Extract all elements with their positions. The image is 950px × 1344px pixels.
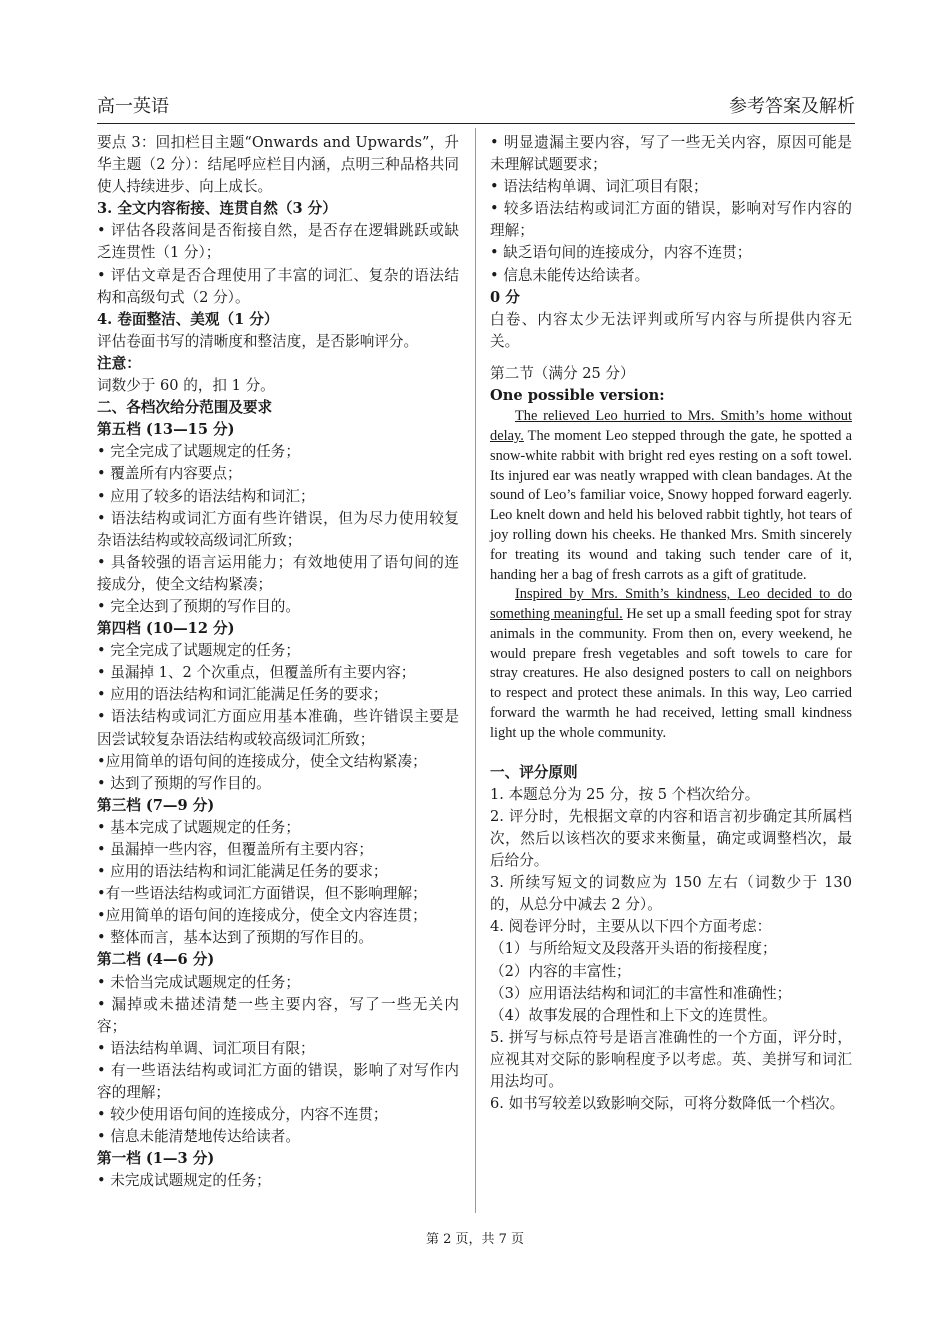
essay-paragraph-1-body: The moment Leo stepped through the gate, he spotted a snow-white rabbit with bright red eyes resting on a soft towel. Its injured ear was neatly wrapped with clean bandages. At the sound of Leo’s familiar voice, Snowy hopped forward eagerly. Leo knelt down and held his beloved rabbit tightly, hot tears of joy rolling down his cheeks. He thanked Mrs. Smith sincerely for treating its wound and taking such tender care of it, handing her a bag of fresh carrots as a gift of gratitude. <box>490 427 852 583</box>
text-line: • 基本完成了试题规定的任务； <box>97 818 300 836</box>
section-heading: 第五档 (13—15 分) <box>97 421 235 439</box>
spacer <box>490 744 852 762</box>
text-line: •应用简单的语句间的连接成分，使全文结构紧凑； <box>97 752 427 770</box>
text-line: • 评估各段落间是否衔接自然，是否存在逻辑跳跃或缺乏连贯性（1 分）； <box>97 222 459 262</box>
right-top-block <box>490 132 852 407</box>
header-rule <box>97 123 855 124</box>
text-line: • 有一些语法结构或词汇方面的错误，影响了对写作内容的理解； <box>97 1061 459 1102</box>
page-header <box>97 92 855 120</box>
section-heading: 二、各档次给分范围及要求 <box>97 399 273 417</box>
section-heading: 第三档 (7—9 分) <box>97 796 215 814</box>
text-line: （1）与所给短文及段落开头语的衔接程度； <box>490 940 777 958</box>
left-column <box>97 132 459 1193</box>
text-line: • 较少使用语句间的连接成分，内容不连贯； <box>97 1106 388 1124</box>
section-title: 参考答案及解析 <box>729 96 855 117</box>
section-heading: 4. 卷面整洁、美观（1 分） <box>97 310 279 328</box>
text-line: （4）故事发展的合理性和上下文的连贯性。 <box>490 1006 777 1024</box>
text-line: • 未完成试题规定的任务； <box>97 1172 271 1190</box>
right-column <box>490 132 852 1115</box>
text-line: • 缺乏语句间的连接成分，内容不连贯； <box>490 244 752 262</box>
text-line: •有一些语法结构或词汇方面错误，但不影响理解； <box>97 885 427 903</box>
column-divider <box>475 128 476 1213</box>
section-heading: 第二档 (4—6 分) <box>97 951 215 969</box>
text-line: • 评估文章是否合理使用了丰富的词汇、复杂的语法结构和高级句式（2 分）。 <box>97 266 459 306</box>
text-line: • 虽漏掉一些内容，但覆盖所有主要内容； <box>97 841 373 858</box>
essay-paragraph-1-opening: The relieved Leo hurried to Mrs. Smith’s home without delay. <box>490 408 852 444</box>
text-line: • 语法结构单调、词汇项目有限； <box>490 178 708 196</box>
text-line: 4. 阅卷评分时，主要从以下四个方面考虑： <box>490 918 772 936</box>
text-line: • 虽漏掉 1、2 个次重点，但覆盖所有主要内容； <box>97 664 416 682</box>
text-line: 词数少于 60 的，扣 1 分。 <box>97 377 275 395</box>
section-heading: 一、评分原则 <box>490 763 578 781</box>
text-line: • 完全达到了预期的写作目的。 <box>97 597 300 615</box>
section-heading: 第一档 (1—3 分) <box>97 1150 215 1168</box>
section-heading: 第四档 (10—12 分) <box>97 620 235 638</box>
spacer <box>490 353 852 363</box>
text-line: • 具备较强的语言运用能力；有效地使用了语句间的连接成分，使全文结构紧凑； <box>97 553 459 593</box>
text-line: • 明显遗漏主要内容，写了一些无关内容，原因可能是未理解试题要求； <box>490 134 852 174</box>
text-line: • 应用的语法结构和词汇能满足任务的要求； <box>97 686 388 704</box>
text-line: •应用简单的语句间的连接成分，使全文内容连贯； <box>97 907 427 925</box>
section-heading: 3. 全文内容衔接、连贯自然（3 分） <box>97 200 337 218</box>
text-line: • 覆盖所有内容要点； <box>97 465 242 483</box>
section-heading: 注意： <box>97 354 141 372</box>
text-line: 1. 本题总分为 25 分，按 5 个档次给分。 <box>490 785 760 803</box>
essay-paragraph-2-opening: Inspired by Mrs. Smith’s kindness, Leo decided to do something meaningful. <box>490 586 852 623</box>
scoring-principles-block <box>490 762 852 1116</box>
text-line: • 完全完成了试题规定的任务； <box>97 443 300 461</box>
text-line: （3）应用语法结构和词汇的丰富性和准确性； <box>490 984 792 1002</box>
text-line: • 信息未能清楚地传达给读者。 <box>97 1128 300 1146</box>
text-line: 第二节（满分 25 分） <box>490 364 635 382</box>
text-line: • 未恰当完成试题规定的任务； <box>97 973 300 991</box>
text-line: 6. 如书写较差以致影响交际，可将分数降低一个档次。 <box>490 1095 845 1113</box>
text-line: 要点 3：回扣栏目主题“Onwards and Upwards”，升华主题（2 分）：结尾呼应栏目内涵，点明三种品格共同使人持续进步、向上成长。 <box>97 134 459 196</box>
subject-title: 高一英语 <box>97 96 169 117</box>
text-line: • 整体而言，基本达到了预期的写作目的。 <box>97 929 373 947</box>
text-line: （2）内容的丰富性； <box>490 962 631 980</box>
text-line: • 语法结构单调、词汇项目有限； <box>97 1039 315 1057</box>
text-line: • 语法结构或词汇方面有些许错误，但为尽力使用较复杂语法结构或较高级词汇所致； <box>97 509 459 549</box>
essay-paragraph-2 <box>490 585 852 743</box>
text-line: • 语法结构或词汇方面应用基本准确，些许错误主要是因尝试较复杂语法结构或较高级词汇所致； <box>97 708 459 748</box>
text-line: • 信息未能传达给读者。 <box>490 266 650 284</box>
text-line: 评估卷面书写的清晰度和整洁度，是否影响评分。 <box>97 332 419 350</box>
text-line: 3. 所续写短文的词数应为 150 左右（词数少于 130 的，从总分中减去 2 分）。 <box>490 874 852 914</box>
text-line: • 完全完成了试题规定的任务； <box>97 642 300 660</box>
text-line: • 应用的语法结构和词汇能满足任务的要求； <box>97 863 388 881</box>
section-heading: 0 分 <box>490 288 520 306</box>
section-heading: One possible version: <box>490 387 665 405</box>
essay-paragraph-2-body: He set up a small feeding spot for stray animals in the community. From then on, every weekend, he would prepare fresh vegetables and soft towels to care for stray creatures. He also designed posters to call on neighbors to respect and protect these animals. In this way, Leo carried forward the warmth he had received, letting small kindness light up the whole community. <box>490 606 852 741</box>
text-line: • 漏掉或未描述清楚一些主要内容，写了一些无关内容； <box>97 995 459 1035</box>
text-line: • 达到了预期的写作目的。 <box>97 774 271 792</box>
page-footer: 第 2 页，共 7 页 <box>425 1232 525 1247</box>
text-line: 5. 拼写与标点符号是语言准确性的一个方面，评分时，应视其对交际的影响程度予以考虑。英、美拼写和词汇用法均可。 <box>490 1028 852 1090</box>
essay-paragraph-1 <box>490 407 852 585</box>
text-line: 2. 评分时，先根据文章的内容和语言初步确定其所属档次，然后以该档次的要求来衡量，确定或调整档次，最后给分。 <box>490 807 852 870</box>
text-line: 白卷、内容太少无法评判或所写内容与所提供内容无关。 <box>490 310 852 350</box>
text-line: • 较多语法结构或词汇方面的错误，影响对写作内容的理解； <box>490 200 852 240</box>
text-line: • 应用了较多的语法结构和词汇； <box>97 487 315 505</box>
